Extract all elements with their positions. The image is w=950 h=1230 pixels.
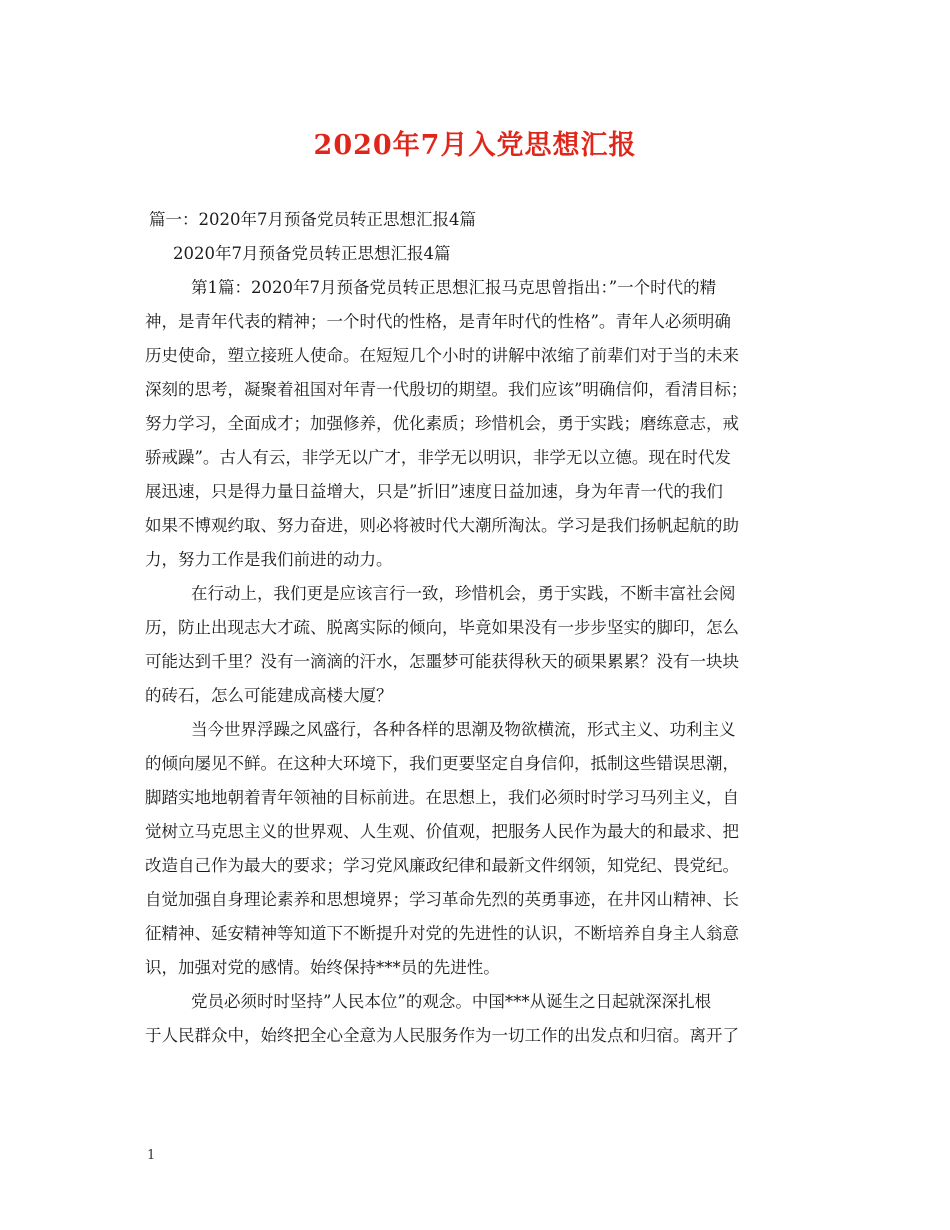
page-number: 1 <box>147 1148 156 1163</box>
subheading-series: 篇一：2020年7月预备党员转正思想汇报4篇 <box>149 210 476 229</box>
paragraph <box>145 271 825 577</box>
subheading-article: 2020年7月预备党员转正思想汇报4篇 <box>173 244 451 263</box>
paragraph-line: 当今世界浮躁之风盛行，各种各样的思潮及物欲横流，形式主义、功利主义 <box>191 720 736 739</box>
paragraph-line: 识，加强对党的感情。始终保持***员的先进性。 <box>145 958 500 977</box>
paragraph-line: 在行动上，我们更是应该言行一致，珍惜机会，勇于实践，不断丰富社会阅 <box>191 584 736 603</box>
paragraph <box>145 577 825 713</box>
paragraph-line: 可能达到千里？没有一滴滴的汗水，怎噩梦可能获得秋天的硕果累累？没有一块块 <box>145 652 739 671</box>
paragraph-line: 骄戒躁”。古人有云，非学无以广才，非学无以明识，非学无以立德。现在时代发 <box>145 448 731 467</box>
paragraph-line: 神，是青年代表的精神；一个时代的性格，是青年时代的性格”。青年人必须明确 <box>145 312 731 331</box>
paragraph-line: 的倾向屡见不鲜。在这种大环境下，我们更要坚定自身信仰，抵制这些错误思潮， <box>145 754 739 773</box>
paragraph-line: 展迅速，只是得力量日益增大，只是”折旧”速度日益加速，身为年青一代的我们 <box>145 482 723 501</box>
paragraph-line: 改造自己作为最大的要求；学习党风廉政纪律和最新文件纲领，知党纪、畏党纪。 <box>145 856 739 875</box>
paragraph-line: 如果不博观约取、努力奋进，则必将被时代大潮所淘汰。学习是我们扬帆起航的助 <box>145 516 739 535</box>
paragraph-line: 历史使命，塑立接班人使命。在短短几个小时的讲解中浓缩了前辈们对于当的未来 <box>145 346 739 365</box>
paragraph-line: 脚踏实地地朝着青年领袖的目标前进。在思想上，我们必须时时学习马列主义，自 <box>145 788 739 807</box>
paragraph-line: 的砖石，怎么可能建成高楼大厦？ <box>145 686 393 705</box>
paragraph-line: 努力学习，全面成才；加强修养，优化素质；珍惜机会，勇于实践；磨练意志，戒 <box>145 414 739 433</box>
paragraph-line: 深刻的思考，凝聚着祖国对年青一代殷切的期望。我们应该”明确信仰，看清目标； <box>145 380 748 399</box>
paragraph-line: 第1篇：2020年7月预备党员转正思想汇报马克思曾指出：”一个时代的精 <box>191 278 717 297</box>
paragraph-line: 于人民群众中，始终把全心全意为人民服务作为一切工作的出发点和归宿。离开了 <box>145 1026 739 1045</box>
paragraph <box>145 985 825 1053</box>
paragraph-line: 力，努力工作是我们前进的动力。 <box>145 550 393 569</box>
paragraph-line: 自觉加强自身理论素养和思想境界；学习革命先烈的英勇事迹，在井冈山精神、长 <box>145 890 739 909</box>
paragraph-line: 党员必须时时坚持”人民本位”的观念。中国***从诞生之日起就深深扎根 <box>191 992 712 1011</box>
document-body <box>145 203 825 1053</box>
paragraph-line: 历，防止出现志大才疏、脱离实际的倾向，毕竟如果没有一步步坚实的脚印，怎么 <box>145 618 739 637</box>
document-title: 2020年7月入党思想汇报 <box>313 130 637 161</box>
paragraph <box>145 713 825 985</box>
paragraph-line: 征精神、延安精神等知道下不断提升对党的先进性的认识，不断培养自身主人翁意 <box>145 924 739 943</box>
paragraph-container <box>145 271 825 1053</box>
paragraph-line: 觉树立马克思主义的世界观、人生观、价值观，把服务人民作为最大的和最求、把 <box>145 822 739 841</box>
